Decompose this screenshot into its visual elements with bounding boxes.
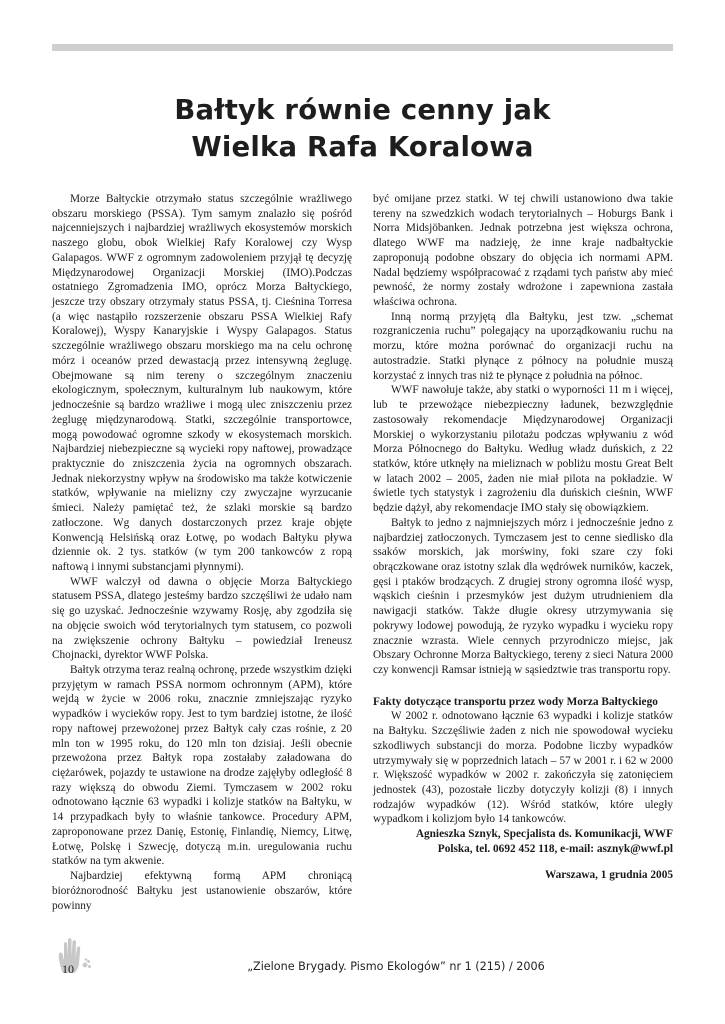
paragraph: Bałtyk to jedno z najmniejszych mórz i jednocześnie jedno z najbardziej zatłoczonych. Tymczasem jest to cenne siedlisko dla ssaków morskich, jak morświny, foki szare czy foki obrączkowane oraz istotny szlak dla wędrówek nurników, kaczek, gęsi i ptaków brodzących. Z drugiej strony ogromna ilość wysp, wąskich cieśnin i przesmyków jest dużym utrudnieniem dla nawigacji statków. Także długie okresy utrzymywania się pokrywy lodowej powodują, że ryzyko wypadku i wycieku ropy znacznie wzrasta. Wiele cennych przyrodniczo miejsc, jak Obszary Ochronne Morza Bałtyckiego, tereny z sieci Natura 2000 czy konwencji Ramsar istnieją w sąsiedztwie tras transportu ropy. bbox=[373, 516, 673, 676]
paragraph: WWF walczył od dawna o objęcie Morza Bałtyckiego statusem PSSA, dlatego jesteśmy bardzo szczęśliwi że udało nam się go uzyskać. Jednocześnie wzywamy Rosję, aby zgodziła się na objęcie swoich wód terytorialnych tym statusem, co pozwoli na zwiększenie ochrony Bałtyku – powiedział Ireneusz Chojnacki, dyrektor WWF Polska. bbox=[52, 575, 352, 662]
paragraph: być omijane przez statki. W tej chwili ustanowiono dwa takie tereny na szwedzkich wodach terytorialnych – Hoburgs Bank i Norra Midsjöbanken. Jednak potrzebna jest większa ochrona, dlatego WWF ma nadzieję, że inne kraje nadbałtyckie zaproponują podobne obszary do objęcia ich normami APM. Nadal będziemy współpracować z rządami tych państw aby mieć pewność, że normy zostały wdrożone i zapewniona zastała właściwa ochrona. bbox=[373, 193, 673, 309]
paragraph: Morze Bałtyckie otrzymało status szczególnie wrażliwego obszaru morskiego (PSSA). Tym samym znalazło się pośród najcenniejszych i najbardziej wrażliwych ekosystemów morskich naszego globu, obok Wielkiej Rafy Koralowej czy Wysp Galapagos. WWF z ogromnym zadowoleniem przyjął tę decyzję Międzynarodowej Organizacji Morskiej (IMO).Podczas ostatniego Zgromadzenia IMO, oprócz Morza Bałtyckiego, jeszcze trzy obszary otrzymały status PSSA, tj. Cieśnina Torresa (a więc nastąpiło rozszerzenie obszaru PSSA Wielkiej Rafy Koralowej), Wyspy Kanaryjskie i Wyspy Galapagos. Status szczególnie wrażliwego obszaru morskiego ma na celu ochronę mórz i oceanów przed dewastacją przez intensywną żeglugę. Obejmowane są nim tereny o szczególnym znaczeniu ekologicznym, społecznym, kulturalnym lub naukowym, które jednocześnie są bardzo wrażliwe i mogą ulec zniszczeniu przez żeglugę międzynarodową. Statki, szczególnie transportowce, mogą powodować ogromne szkody w ekosystemach morskich. Najbardziej niebezpieczne są wycieki ropy naftowej, prowadzące praktycznie do zniszczenia życia na ogromnych obszarach. Jednak niekorzystny wpływ na środowisko ma także kotwiczenie statków, wpływanie na mielizny czy zwyczajne wyrzucanie śmieci. Należy pamiętać też, że szlaki morskie są bardzo zatłoczone. Wg danych dostarczonych przez kraje objęte Konwencją Helsińską oraz Łotwę, po wodach Bałtyku pływa dziennie ok. 2 tys. statków (w tym 200 tankowców z ropą naftową i innymi substancjami płynnymi). bbox=[52, 193, 352, 573]
page-number: 10 bbox=[62, 962, 74, 976]
journal-footer: „Zielone Brygady. Pismo Ekologów” nr 1 (215) / 2006 bbox=[247, 960, 545, 973]
right-column bbox=[373, 192, 673, 882]
paragraph: WWF nawołuje także, aby statki o wyporności 11 m i więcej, lub te przewożące niebezpieczny ładunek, bezwzględnie zastosowały rekomendacje Międzynarodowej Organizacji Morskiej o wykorzystaniu pilotażu podczas wpływaniu z wód Morza Północnego do Bałtyku. Według władz duńskich, z 22 statków, które utknęły na mieliznach w pobliżu mostu Great Belt w latach 2002 – 2005, żaden nie miał pilota na pokładzie. W świetle tych statystyk i zagrożeniu dla duńskich cieśnin, WWF będzie dążył, aby rekomendacje IMO stały się obowiązkiem. bbox=[373, 384, 673, 515]
title-line-2: Wielka Rafa Koralowa bbox=[191, 131, 534, 163]
paragraph: Bałtyk otrzyma teraz realną ochronę, przede wszystkim dzięki przyjętym w ramach PSSA normom ochronnym (APM), które wejdą w życie w 2006 roku, znacznie zmniejszając ryzyko wypadków i wycieków ropy. Jest to tym bardziej istotne, że ilość ropy naftowej przewożonej przez Bałtyk cały czas rośnie, z 20 mln ton w 1995 roku, do 120 mln ton dzisiaj. Jeśli obecnie przewożona przez Bałtyk ropa zostałaby załadowana do ciężarówek, pojazdy te ustawione na drodze zajęłyby odległość 8 razy większą do obwodu Ziemi. Tymczasem w 2002 roku odnotowano łącznie 63 wypadki i kolizje statków na Bałtyku, w 14 przypadkach były to właśnie tankowce. Procedury APM, zaproponowane przez Danię, Estonię, Finlandię, Niemcy, Litwę, Łotwę, Polskę i Szwecję, dotyczą m.in. uregulowania ruchu statków na tym akwenie. bbox=[52, 664, 352, 868]
hand-paw-icon bbox=[54, 934, 94, 974]
article-date: Warszawa, 1 grudnia 2005 bbox=[544, 868, 673, 881]
paragraph: Inną normą przyjętą dla Bałtyku, jest tzw. „schemat rozgraniczenia ruchu” polegający na uporządkowaniu ruchu na morzu, które można porównać do organizacji ruchu na autostradzie. Statki płynące z północy na południe muszą korzystać z innych tras niż te płynące z południa na północ. bbox=[373, 310, 673, 382]
paragraph: Najbardziej efektywną formą APM chroniącą bioróżnorodność Bałtyku jest ustanowienie obszarów, które powinny bbox=[52, 870, 352, 912]
author-line-1: Agnieszka Sznyk, Specjalista ds. Komunikacji, WWF bbox=[415, 828, 673, 841]
article-title bbox=[52, 92, 673, 166]
header-rule bbox=[52, 44, 673, 51]
author-line-2: Polska, tel. 0692 452 118, e-mail: asznyk@wwf.pl bbox=[437, 842, 673, 855]
facts-heading: Fakty dotyczące transportu przez wody Morza Bałtyckiego bbox=[373, 695, 658, 708]
title-line-1: Bałtyk równie cenny jak bbox=[174, 94, 551, 126]
paragraph: W 2002 r. odnotowano łącznie 63 wypadki i kolizje statków na Bałtyku. Szczęśliwie żaden z nich nie spowodował wycieku szkodliwych substancji do morza. Podobne liczby wypadków utrzymywały się w poprzednich latach – 57 w 2001 r. i 62 w 2000 r. Większość wypadków w 2002 r. zakończyła się zatonięciem jednostek (43), pozostałe liczby dotyczyły kolizji (8) i innych rodzajów wypadków (12). Wśród statków, które uległy wypadkom i kolizjom było 14 tankowców. bbox=[373, 710, 673, 826]
left-column bbox=[52, 192, 352, 913]
